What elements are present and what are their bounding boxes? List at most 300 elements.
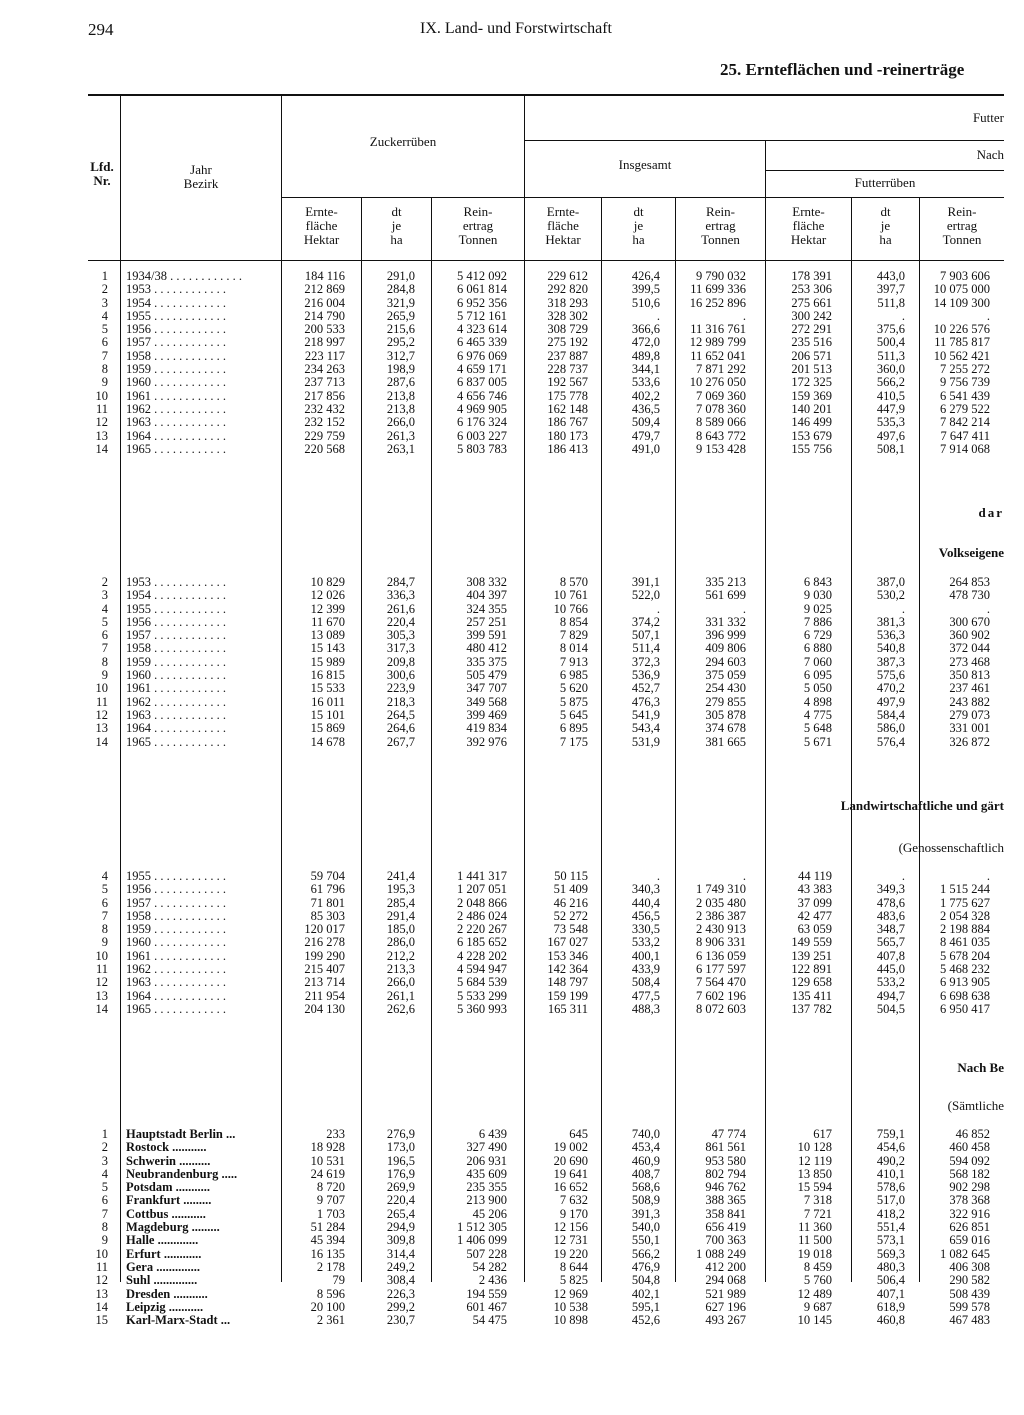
cell-fi-flaeche: 10 538 [553,1299,588,1314]
cell-fr-flaeche: 159 369 [791,388,832,403]
row-number: 6 [101,1193,108,1208]
row-label: 1963 . . . . . . . . . . . . [126,976,226,990]
cell-fi-flaeche: 159 199 [547,988,588,1003]
cell-fr-flaeche: 7 318 [803,1193,832,1208]
cell-fi-flaeche: 73 548 [553,922,588,937]
table-row [0,1168,1024,1181]
table-title: 25. Ernteflächen und -reinerträge [720,60,965,79]
table-row [0,709,1024,722]
cell-fr-dt-ha: 480,3 [876,1259,905,1274]
row-number: 10 [95,681,108,696]
section2-subtitle: Volkseigene [938,545,1004,560]
table-row [0,870,1024,883]
cell-zr-ertrag: 480 412 [466,641,507,656]
cell-fr-dt-ha: 511,8 [877,295,905,310]
cell-zr-dt-ha: 261,1 [386,988,415,1003]
cell-zr-dt-ha: 262,6 [386,1001,415,1016]
table-block-bezirke [0,1128,1024,1327]
cell-fr-dt-ha: 348,7 [876,922,905,937]
cell-zr-dt-ha: 223,9 [386,681,415,696]
cell-fi-ertrag: 8 072 603 [696,1001,746,1016]
cell-fi-dt-ha: 508,4 [631,975,660,990]
cell-fi-flaeche: 237 887 [547,348,588,363]
cell-fr-dt-ha: . [901,869,905,883]
cell-fi-ertrag: 396 999 [705,628,746,643]
cell-fr-dt-ha: 497,9 [876,694,905,709]
table-row [0,1155,1024,1168]
cell-fr-dt-ha: 530,2 [876,588,905,603]
cell-fr-ertrag: 5 678 204 [940,948,990,963]
row-label: 1963 . . . . . . . . . . . . [126,416,226,430]
cell-zr-flaeche: 184 116 [304,269,345,283]
cell-fi-dt-ha: 510,6 [631,295,660,310]
table-row [0,363,1024,376]
row-number: 11 [95,401,108,416]
row-number: 10 [95,948,108,963]
cell-zr-ertrag: 324 355 [466,601,507,616]
cell-fr-ertrag: 300 670 [949,614,990,629]
cell-fi-flaeche: 162 148 [547,401,588,416]
cell-zr-flaeche: 120 017 [304,922,345,937]
cell-zr-dt-ha: 312,7 [386,348,415,363]
row-number: 5 [101,1180,108,1195]
cell-zr-ertrag: 2 436 [478,1273,507,1288]
table-row [0,390,1024,403]
row-number: 11 [95,694,108,709]
cell-fr-dt-ha: 360,0 [876,362,905,377]
table-row [0,669,1024,682]
cell-fi-flaeche: 318 293 [547,295,588,310]
cell-fr-ertrag: 1 775 627 [940,895,990,910]
cell-fr-dt-ha: 407,1 [876,1286,905,1301]
header-lfd-nr: Lfd. Nr. [90,159,114,188]
cell-fi-ertrag: 279 855 [705,694,746,709]
cell-zr-ertrag: 206 931 [466,1153,507,1168]
cell-fi-flaeche: 308 729 [547,322,588,337]
cell-zr-ertrag: 4 594 947 [457,962,507,977]
cell-zr-dt-ha: 213,8 [386,388,415,403]
row-number: 4 [101,601,108,616]
cell-fi-flaeche: 6 985 [559,668,588,683]
cell-zr-ertrag: 4 323 614 [457,322,507,337]
cell-zr-dt-ha: 265,9 [386,308,415,323]
cell-fr-dt-ha: 500,4 [876,335,905,350]
cell-fi-dt-ha: 476,3 [631,694,660,709]
row-label: 1934/38 . . . . . . . . . . . . [126,270,242,283]
cell-zr-flaeche: 13 089 [310,628,345,643]
row-number: 3 [101,295,108,310]
cell-fi-flaeche: 5 875 [559,694,588,709]
cell-zr-ertrag: 347 707 [466,681,507,696]
cell-fi-ertrag: 335 213 [705,575,746,589]
row-label: 1958 . . . . . . . . . . . . [126,642,226,656]
cell-fr-ertrag: 360 902 [949,628,990,643]
cell-fr-flaeche: 146 499 [791,415,832,430]
cell-fi-flaeche: 5 620 [559,681,588,696]
cell-fr-flaeche: 149 559 [791,935,832,950]
cell-fr-dt-ha: 490,2 [876,1153,905,1168]
cell-zr-dt-ha: 284,8 [386,282,415,297]
cell-fi-flaeche: 292 820 [547,282,588,297]
header-erntefläche-3: Ernte- fläche Hektar [790,204,827,247]
cell-fr-dt-ha: 506,4 [876,1273,905,1288]
row-label: Erfurt ............ [126,1247,202,1261]
cell-fi-dt-ha: 452,7 [631,681,660,696]
cell-zr-dt-ha: 230,7 [386,1313,415,1328]
cell-zr-ertrag: 45 206 [472,1206,507,1221]
cell-fi-flaeche: 9 170 [559,1206,588,1221]
row-label: 1959 . . . . . . . . . . . . [126,655,226,669]
cell-fr-ertrag: 1 082 645 [940,1246,990,1261]
cell-zr-dt-ha: 226,3 [386,1286,415,1301]
cell-zr-dt-ha: 261,3 [386,428,415,443]
cell-fr-flaeche: 6 843 [803,575,832,589]
cell-fi-flaeche: 7 829 [559,628,588,643]
row-label: 1955 . . . . . . . . . . . . [126,870,226,883]
cell-zr-ertrag: 5 712 161 [457,308,507,323]
cell-fr-dt-ha: 349,3 [876,882,905,897]
cell-zr-ertrag: 1 207 051 [457,882,507,897]
cell-fi-dt-ha: . [656,308,660,323]
cell-zr-ertrag: 435 609 [466,1166,507,1181]
cell-fi-dt-ha: 452,6 [631,1313,660,1328]
cell-zr-flaeche: 12 399 [310,601,345,616]
cell-zr-flaeche: 217 856 [304,388,345,403]
row-number: 6 [101,628,108,643]
cell-fi-ertrag: . [742,869,746,883]
cell-fr-flaeche: 15 594 [797,1180,832,1195]
cell-fi-dt-ha: . [656,601,660,616]
row-number: 2 [101,1140,108,1155]
cell-fr-dt-ha: 618,9 [876,1299,905,1314]
cell-fi-dt-ha: 491,0 [631,441,660,456]
cell-zr-flaeche: 8 596 [316,1286,345,1301]
cell-fi-ertrag: 861 561 [705,1140,746,1155]
table-row [0,1128,1024,1141]
table-row [0,883,1024,896]
cell-zr-flaeche: 213 714 [304,975,345,990]
cell-fi-dt-ha: 488,3 [631,1001,660,1016]
cell-zr-ertrag: 5 360 993 [457,1001,507,1016]
cell-fr-ertrag: 1 515 244 [940,882,990,897]
cell-fi-flaeche: 10 766 [553,601,588,616]
cell-zr-dt-ha: 266,0 [386,975,415,990]
cell-zr-ertrag: 1 512 305 [457,1220,507,1235]
cell-fi-dt-ha: 595,1 [631,1299,660,1314]
cell-fi-dt-ha: 374,2 [631,614,660,629]
cell-fr-ertrag: 7 842 214 [940,415,990,430]
row-number: 5 [101,882,108,897]
cell-fr-flaeche: 206 571 [791,348,832,363]
table-row [0,682,1024,695]
cell-zr-flaeche: 8 720 [316,1180,345,1195]
cell-fi-ertrag: 8 906 331 [696,935,746,950]
row-number: 12 [95,975,108,990]
cell-zr-flaeche: 215 407 [304,962,345,977]
cell-zr-ertrag: 2 220 267 [457,922,507,937]
cell-fi-ertrag: 700 363 [705,1233,746,1248]
cell-fr-dt-ha: . [901,601,905,616]
cell-fi-dt-ha: 566,2 [631,1246,660,1261]
cell-fr-ertrag: 2 198 884 [940,922,990,937]
cell-fi-flaeche: 175 778 [547,388,588,403]
cell-fr-ertrag: 508 439 [949,1286,990,1301]
cell-zr-ertrag: 392 976 [466,734,507,749]
cell-fr-flaeche: 178 391 [791,269,832,283]
cell-zr-ertrag: 54 282 [472,1259,507,1274]
cell-zr-flaeche: 10 829 [310,575,345,589]
table-row [0,1141,1024,1154]
table-row [0,1181,1024,1194]
cell-zr-dt-ha: 300,6 [386,668,415,683]
table-row [0,616,1024,629]
cell-zr-ertrag: 4 656 746 [457,388,507,403]
cell-fi-ertrag: . [742,601,746,616]
cell-zr-ertrag: 6 185 652 [457,935,507,950]
cell-fi-ertrag: 358 841 [705,1206,746,1221]
row-label: Potsdam ........... [126,1181,211,1195]
cell-fi-ertrag: 11 652 041 [690,348,746,363]
cell-fr-flaeche: 10 145 [797,1313,832,1328]
cell-fi-dt-ha: 507,1 [631,628,660,643]
table-row [0,1208,1024,1221]
table-row [0,897,1024,910]
cell-fr-dt-ha: 575,6 [876,668,905,683]
cell-zr-dt-ha: 284,7 [386,575,415,589]
cell-fr-dt-ha: 535,3 [876,415,905,430]
row-label: Rostock ........... [126,1141,207,1155]
cell-zr-dt-ha: 294,9 [386,1220,415,1235]
cell-fi-dt-ha: 440,4 [631,895,660,910]
row-number: 8 [101,362,108,377]
row-number: 5 [101,614,108,629]
cell-zr-dt-ha: 198,9 [386,362,415,377]
cell-fi-dt-ha: 472,0 [631,335,660,350]
cell-fi-flaeche: 165 311 [547,1001,588,1016]
row-number: 13 [95,1286,108,1301]
cell-fi-dt-ha: 408,7 [631,1166,660,1181]
row-label: Neubrandenburg ..... [126,1167,238,1181]
cell-fr-flaeche: 10 128 [797,1140,832,1155]
cell-zr-ertrag: 213 900 [466,1193,507,1208]
table-row [0,990,1024,1003]
cell-fi-ertrag: 7 871 292 [696,362,746,377]
cell-fr-ertrag: 264 853 [949,575,990,589]
row-number: 7 [101,641,108,656]
cell-fr-dt-ha: 759,1 [876,1127,905,1141]
cell-fi-ertrag: 6 177 597 [696,962,746,977]
cell-fr-flaeche: 9 687 [803,1299,832,1314]
cell-fi-ertrag: 409 806 [705,641,746,656]
cell-fr-flaeche: 135 411 [791,988,832,1003]
row-number: 11 [95,962,108,977]
cell-fr-flaeche: 8 459 [803,1259,832,1274]
row-label: 1956 . . . . . . . . . . . . [126,323,226,337]
cell-fi-dt-ha: 453,4 [631,1140,660,1155]
cell-fr-ertrag: 10 562 421 [933,348,990,363]
cell-fi-ertrag: 375 059 [705,668,746,683]
cell-fi-dt-ha: 372,3 [631,654,660,669]
cell-zr-dt-ha: 314,4 [386,1246,415,1261]
cell-fi-dt-ha: 533,2 [631,935,660,950]
cell-fi-ertrag: 521 989 [705,1286,746,1301]
cell-fi-ertrag: 254 430 [705,681,746,696]
cell-fr-ertrag: 2 054 328 [940,908,990,923]
cell-fi-dt-ha: 740,0 [631,1127,660,1141]
cell-fr-dt-ha: 578,6 [876,1180,905,1195]
cell-fi-ertrag: 412 200 [705,1259,746,1274]
cell-fr-ertrag: 902 298 [949,1180,990,1195]
cell-zr-ertrag: 194 559 [466,1286,507,1301]
cell-fi-flaeche: 12 731 [553,1233,588,1248]
row-number: 3 [101,1153,108,1168]
cell-fr-dt-ha: 551,4 [876,1220,905,1235]
cell-fr-ertrag: 568 182 [949,1166,990,1181]
cell-fi-ertrag: 11 699 336 [690,282,746,297]
cell-zr-dt-ha: 287,6 [386,375,415,390]
row-label: Schwerin .......... [126,1154,211,1168]
cell-zr-flaeche: 211 954 [304,988,345,1003]
row-label: Halle ............. [126,1234,199,1248]
cell-fr-ertrag: 279 073 [949,707,990,722]
cell-fi-ertrag: 7 602 196 [696,988,746,1003]
cell-fi-ertrag: 47 774 [711,1127,746,1141]
cell-zr-ertrag: 419 834 [466,721,507,736]
cell-fi-ertrag: 9 153 428 [696,441,746,456]
table-block-total [0,270,1024,456]
cell-fi-dt-ha: 399,5 [631,282,660,297]
cell-fr-ertrag: 326 872 [949,734,990,749]
cell-fi-ertrag: 374 678 [705,721,746,736]
row-label: 1958 . . . . . . . . . . . . [126,909,226,923]
header-bottom-rule [88,260,1004,261]
cell-fi-flaeche: 8 854 [559,614,588,629]
cell-fr-flaeche: 63 059 [797,922,832,937]
cell-zr-flaeche: 16 135 [310,1246,345,1261]
row-number: 2 [101,575,108,589]
cell-fr-dt-ha: 573,1 [876,1233,905,1248]
cell-zr-dt-ha: 185,0 [386,922,415,937]
table-block-volkseigene [0,576,1024,749]
cell-zr-dt-ha: 309,8 [386,1233,415,1248]
cell-zr-ertrag: 399 469 [466,707,507,722]
cell-fi-dt-ha: 402,2 [631,388,660,403]
cell-fr-dt-ha: 517,0 [876,1193,905,1208]
cell-zr-flaeche: 237 713 [304,375,345,390]
cell-fi-ertrag: 7 564 470 [696,975,746,990]
cell-fr-dt-ha: 565,7 [876,935,905,950]
cell-zr-flaeche: 232 152 [304,415,345,430]
row-label: 1955 . . . . . . . . . . . . [126,309,226,323]
cell-fr-dt-ha: 566,2 [876,375,905,390]
row-label: 1961 . . . . . . . . . . . . [126,389,226,403]
cell-fr-ertrag: 6 950 417 [940,1001,990,1016]
cell-zr-flaeche: 10 531 [310,1153,345,1168]
row-label: Frankfurt ......... [126,1194,212,1208]
cell-zr-dt-ha: 321,9 [386,295,415,310]
group-bottom-rule [282,197,1004,198]
cell-fi-flaeche: 186 767 [547,415,588,430]
cell-zr-dt-ha: 249,2 [386,1259,415,1274]
cell-fr-ertrag: 372 044 [949,641,990,656]
table-row [0,642,1024,655]
table-row [0,376,1024,389]
cell-fr-dt-ha: 576,4 [876,734,905,749]
cell-fi-flaeche: 46 216 [553,895,588,910]
table-row [0,350,1024,363]
cell-fi-dt-ha: 531,9 [631,734,660,749]
cell-zr-flaeche: 200 533 [304,322,345,337]
cell-zr-flaeche: 229 759 [304,428,345,443]
row-label: 1954 . . . . . . . . . . . . [126,589,226,603]
row-number: 4 [101,308,108,323]
row-number: 6 [101,335,108,350]
cell-zr-flaeche: 2 178 [316,1259,345,1274]
cell-fr-flaeche: 137 782 [791,1001,832,1016]
cell-zr-dt-ha: 265,4 [386,1206,415,1221]
cell-fr-dt-ha: 445,0 [876,962,905,977]
row-label: 1957 . . . . . . . . . . . . [126,896,226,910]
cell-fr-dt-ha: 454,6 [876,1140,905,1155]
cell-zr-flaeche: 59 704 [310,869,345,883]
cell-fi-flaeche: 52 272 [553,908,588,923]
cell-fi-dt-ha: 522,0 [631,588,660,603]
cell-fi-flaeche: 51 409 [553,882,588,897]
cell-fr-flaeche: 37 099 [797,895,832,910]
cell-zr-ertrag: 505 479 [466,668,507,683]
section4-subtitle: (Sämtliche [947,1098,1004,1113]
row-number: 3 [101,588,108,603]
cell-zr-flaeche: 16 011 [311,694,345,709]
header-futter: Futter [972,110,1004,125]
cell-zr-ertrag: 6 003 227 [457,428,507,443]
cell-zr-flaeche: 216 004 [304,295,345,310]
row-label: 1965 . . . . . . . . . . . . [126,1002,226,1016]
cell-fi-ertrag: 6 136 059 [696,948,746,963]
cell-fr-ertrag: 460 458 [949,1140,990,1155]
cell-fi-flaeche: 228 737 [547,362,588,377]
cell-fr-ertrag: 14 109 300 [933,295,990,310]
cell-fr-dt-ha: 584,4 [876,707,905,722]
row-number: 13 [95,988,108,1003]
cell-fr-flaeche: 43 383 [797,882,832,897]
table-row [0,1274,1024,1287]
cell-fr-dt-ha: 497,6 [876,428,905,443]
cell-fr-ertrag: 10 226 576 [933,322,990,337]
cell-zr-dt-ha: 299,2 [386,1299,415,1314]
header-reinertrag-2: Rein- ertrag Tonnen [701,204,740,247]
table-row [0,589,1024,602]
cell-zr-ertrag: 4 228 202 [457,948,507,963]
cell-zr-ertrag: 6 439 [478,1127,507,1141]
row-number: 7 [101,348,108,363]
cell-fr-flaeche: 140 201 [791,401,832,416]
table-row [0,736,1024,749]
row-label: Leipzig ........... [126,1300,204,1314]
cell-fi-flaeche: 20 690 [553,1153,588,1168]
row-label: 1957 . . . . . . . . . . . . [126,629,226,643]
cell-zr-dt-ha: 295,2 [386,335,415,350]
cell-fi-ertrag: . [742,308,746,323]
cell-zr-ertrag: 2 048 866 [457,895,507,910]
table-row [0,1248,1024,1261]
cell-zr-ertrag: 5 533 299 [457,988,507,1003]
cell-fr-dt-ha: 478,6 [876,895,905,910]
cell-zr-flaeche: 24 619 [310,1166,345,1181]
cell-fi-flaeche: 10 761 [553,588,588,603]
row-label: 1961 . . . . . . . . . . . . [126,682,226,696]
cell-zr-flaeche: 61 796 [310,882,345,897]
